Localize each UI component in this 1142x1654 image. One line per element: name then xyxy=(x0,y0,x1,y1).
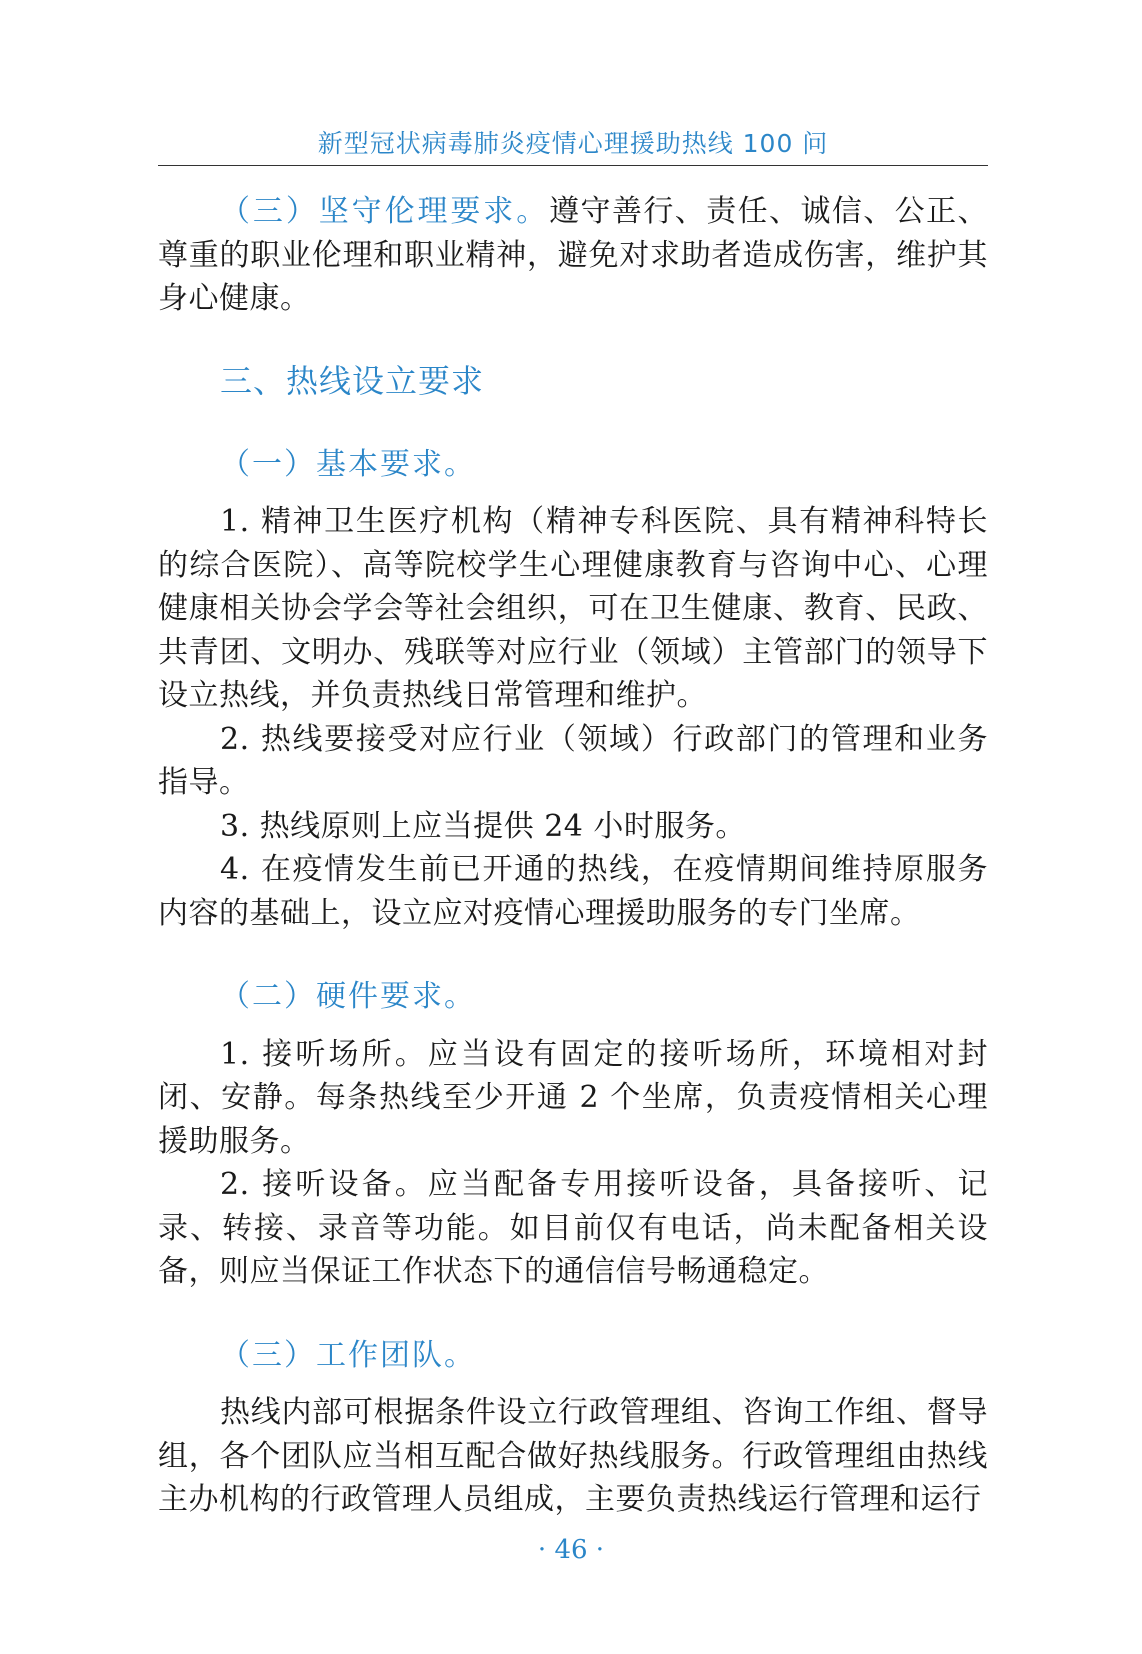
section-heading-hotline-requirements: 三、热线设立要求 xyxy=(220,361,485,400)
subheading-basic-requirements: （一）基本要求。 xyxy=(220,446,476,482)
subheading-hardware-requirements: （二）硬件要求。 xyxy=(220,979,476,1014)
basic-item-1: 1. 精神卫生医疗机构（精神专科医院、具有精神科特长的综合医院）、高等院校学生心理健康教育与咨询中心、心理健康相关协会学会等社会组织，可在卫生健康、教育、民政、共青团、文明办、残联等对应行业（领域）主管部门的领导下设立热线，并负责热线日常管理和维护。 xyxy=(158,504,988,713)
ethics-text: 遵守善行、责任、诚信、公正、尊重的职业伦理和职业精神，避免对求助者造成伤害，维护其身心健康。 xyxy=(158,194,989,316)
page-body xyxy=(158,190,988,1522)
ethics-lead: （三）坚守伦理要求。 xyxy=(220,194,550,229)
hardware-item-2: 2. 接听设备。应当配备专用接听设备，具备接听、记录、转接、录音等功能。如目前仅有电话，尚未配备相关设备，则应当保证工作状态下的通信信号畅通稳定。 xyxy=(158,1167,988,1289)
paragraph-ethics xyxy=(158,190,988,321)
header-divider xyxy=(158,165,988,166)
basic-item-4: 4. 在疫情发生前已开通的热线，在疫情期间维持原服务内容的基础上，设立应对疫情心理援助服务的专门坐席。 xyxy=(158,852,988,931)
basic-item-2: 2. 热线要接受对应行业（领域）行政部门的管理和业务指导。 xyxy=(158,721,988,800)
basic-item-3: 3. 热线原则上应当提供 24 小时服务。 xyxy=(220,808,746,844)
hardware-item-1: 1. 接听场所。应当设有固定的接听场所，环境相对封闭、安静。每条热线至少开通 2 个坐席，负责疫情相关心理援助服务。 xyxy=(158,1036,988,1159)
page-number: · 46 · xyxy=(537,1535,605,1565)
running-header: 新型冠状病毒肺炎疫情心理援助热线 100 问 xyxy=(317,129,829,158)
team-paragraph: 热线内部可根据条件设立行政管理组、咨询工作组、督导组，各个团队应当相互配合做好热线服务。行政管理组由热线主办机构的行政管理人员组成，主要负责热线运行管理和运行 xyxy=(158,1395,988,1517)
subheading-work-team: （三）工作团队。 xyxy=(220,1337,476,1373)
